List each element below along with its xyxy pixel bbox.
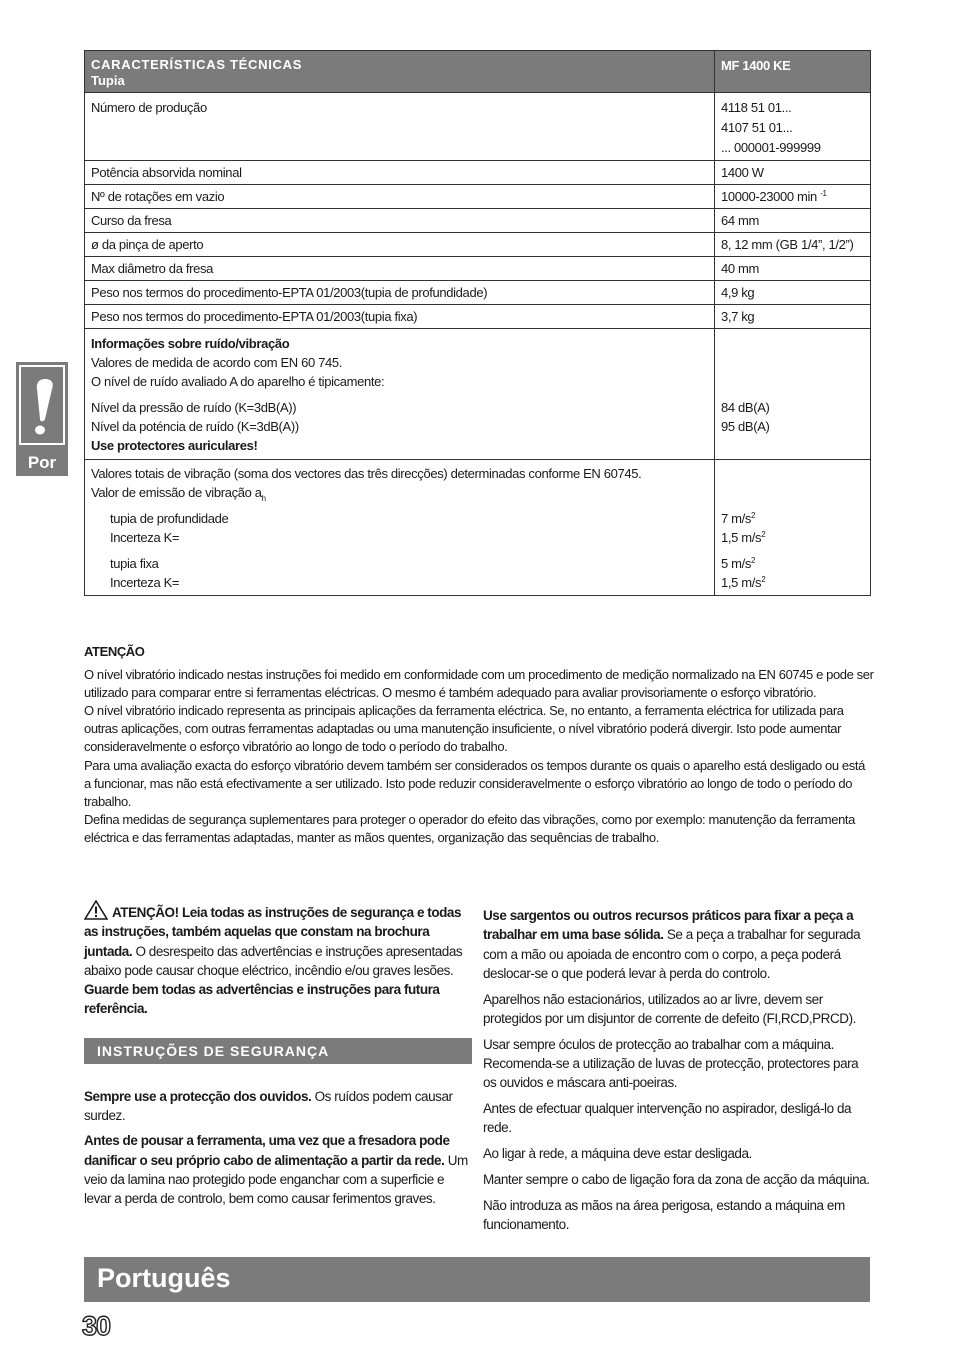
spec-row [85,185,871,209]
vibration-plunge-unc-value: 1,5 m/s [721,530,762,545]
vibration-row: Valores totais de vibração (soma dos vectores das três direcções) determinadas conforme EN 60745. Valor de emissão de vibração $a_h$ tupia de profundidade Incerteza K= tupia fixa Incerteza K= 7 $m/s^2$ 1,5 $m/s^2$ 5 $m/s^2$ 1,5 $m/s^2$ [85,460,871,596]
spec-header-model: MF 1400 KE [715,51,871,93]
safety-warning [84,900,472,1019]
vibration-plunge-unc-label: Incerteza K= [110,530,180,545]
vibration-sub: h [261,494,266,503]
spec-label: Número de produção [85,93,715,161]
spec-value: 4107 51 01... [721,120,793,135]
noise-line: Valores de medida de acordo com EN 60 745. [91,355,342,370]
warning-exclamation-icon [19,365,65,445]
spec-header-title-cell [85,51,715,93]
spec-value-sup: -1 [820,189,827,198]
spec-label: ø da pinça de aperto [85,233,715,257]
safety-warning-bold: ATENÇÃO! Leia todas as instruções de segurança e todas as instruções, também aquelas que constam na brochura juntada. [84,905,462,959]
spec-row [85,209,871,233]
attention-block [84,643,874,847]
spec-value: 8, 12 mm (GB 1/4”, 1/2”) [715,233,871,257]
safety-paragraph: Sempre use a protecção dos ouvidos. Os ruídos podem causar surdez. [84,1088,453,1124]
vibration-fixed-unc-label: Incerteza K= [110,575,180,590]
safety-warning-bold2: Guarde bem todas as advertências e instruções para futura referência. [84,982,440,1017]
spec-value: 4118 51 01... [721,100,792,115]
safety-paragraph: Antes de pousar a ferramenta, uma vez que a fresadora pode danificar o seu próprio cabo de alimentação a partir da rede. Um veio da lamina nao protegido pode enganchar com a superficie e levar a perda de controlo, bem como causar ferimentos graves. [84,1133,468,1207]
left-column [84,900,472,1215]
spec-label: Peso nos termos do procedimento-EPTA 01/2003(tupia fixa) [85,305,715,329]
noise-power-label: Nível da poténcia de ruído (K=3dB(A)) [91,419,299,434]
spec-label: Potência absorvida nominal [85,161,715,185]
vibration-fixed-label: tupia fixa [110,556,159,571]
spec-row [85,305,871,329]
noise-power-value: 95 dB(A) [721,419,770,434]
spec-header-row [85,51,871,93]
footer-language: Português [97,1263,231,1293]
spec-value: 3,7 kg [715,305,871,329]
spec-row [85,281,871,305]
spec-value: 40 mm [715,257,871,281]
safety-warning-text: O desrespeito das advertências e instruções apresentadas abaixo pode causar choque eléctrico, incêndio e/ou graves lesões. [84,943,463,978]
noise-pressure-value: 84 dB(A) [721,400,770,415]
safety-paragraph: Usar sempre óculos de protecção ao trabalhar com a máquina. Recomenda-se a utilização de luvas de protecção, protectores para os ouvidos e máscara anti-poeiras. [483,1036,859,1091]
vibration-plunge-label: tupia de profundidade [110,511,229,526]
section-title-bar: INSTRUÇÕES DE SEGURANÇA [84,1038,472,1064]
attention-paragraph: Defina medidas de segurança suplementares para proteger o operador do efeito das vibrações, como por exemplo: manutenção da ferramenta eléctrica e das ferramentas adaptadas, manter as mãos quentes, organização das sequências de trabalho. [84,811,855,845]
vibration-line: Valor de emissão de vibração a [91,485,262,500]
safety-paragraph: Ao ligar à rede, a máquina deve estar desligada. [483,1146,752,1162]
page-number: 30 [82,1311,111,1341]
spec-value: 10000-23000 min [721,189,817,204]
spec-row [85,161,871,185]
spec-label: Curso da fresa [85,209,715,233]
spec-row [85,257,871,281]
spec-header-title: CARACTERÍSTICAS TÉCNICAS [91,57,303,72]
noise-pressure-label: Nível da pressão de ruído (K=3dB(A)) [91,400,297,415]
spec-label: Peso nos termos do procedimento-EPTA 01/2003(tupia de profundidade) [85,281,715,305]
noise-protect: Use protectores auriculares! [91,438,258,453]
attention-paragraph: O nível vibratório indicado nestas instruções foi medido em conformidade com um procedimento de medição normalizado na EN 60745 e pode ser utilizado para comparar entre si ferramentas eléctricas. O mesmo é também adequado para avaliar provisoriamente o esforço vibratório. [84,667,874,701]
safety-paragraph: Manter sempre o cabo de ligação fora da zona de acção da máquina. [483,1172,870,1188]
attention-title: ATENÇÃO [84,644,145,659]
spec-value: 1400 W [715,161,871,185]
safety-paragraph: Não introduza as mãos na área perigosa, estando a máquina em funcionamento. [483,1197,845,1233]
spec-header-subtitle: Tupia [91,73,125,88]
vibration-fixed-unc-value: 1,5 m/s [721,575,762,590]
noise-row [85,329,871,460]
vibration-plunge-value: 7 m/s [721,511,752,526]
spec-table [84,50,871,596]
language-footer-bar [84,1257,870,1302]
language-side-tab [16,362,68,476]
spec-row [85,233,871,257]
spec-value: ... 000001-999999 [721,140,821,155]
language-label: Por [27,453,57,472]
safety-paragraph: Aparelhos não estacionários, utilizados ao ar livre, devem ser protegidos por um disjuntor de corrente de defeito (FI,RCD,PRCD). [483,991,856,1026]
attention-paragraph: O nível vibratório indicado representa as principais aplicações da ferramenta eléctrica. Se, no entanto, a ferramenta eléctrica for utilizada para outras aplicações, com outras ferramentas adaptadas ou uma manutenção insuficiente, o nível vibratório poderá divergir. Isto pode aumentar consideravelmente o esforço vibratório ao longo de todo o período do trabalho. [84,703,844,755]
noise-line: O nível de ruído avaliado A do aparelho é tipicamente: [91,374,385,389]
safety-paragraph: Use sargentos ou outros recursos práticos para fixar a peça a trabalhar em uma base sólida. Se a peça a trabalhar for segurada com a mão ou apoiada de encontro com o corpo, a peça poderá deslocar-se o que poderá levar à perda do controlo. [483,908,861,981]
spec-label: Nº de rotações em vazio [85,185,715,209]
safety-paragraph: Antes de efectuar qualquer intervenção no aspirador, desligá-lo da rede. [483,1101,852,1136]
spec-row [85,93,871,161]
noise-title: Informações sobre ruído/vibração [91,336,290,351]
spec-label: Max diâmetro da fresa [85,257,715,281]
vibration-fixed-value: 5 m/s [721,556,752,571]
attention-paragraph: Para uma avaliação exacta do esforço vibratório devem também ser considerados os tempos durante os quais o aparelho está desligado ou está a funcionar, mas não está efectivamente a ser utilizado. Isto pode reduzir consideravelmente o esforço vibratório ao longo de todo o período do trabalho. [84,757,865,809]
spec-value: 64 mm [715,209,871,233]
spec-value: 4,9 kg [715,281,871,305]
vibration-line: Valores totais de vibração (soma dos vectores das três direcções) determinadas conforme EN 60745. [91,466,642,481]
warning-triangle-icon [84,900,108,920]
right-column [483,906,873,1241]
